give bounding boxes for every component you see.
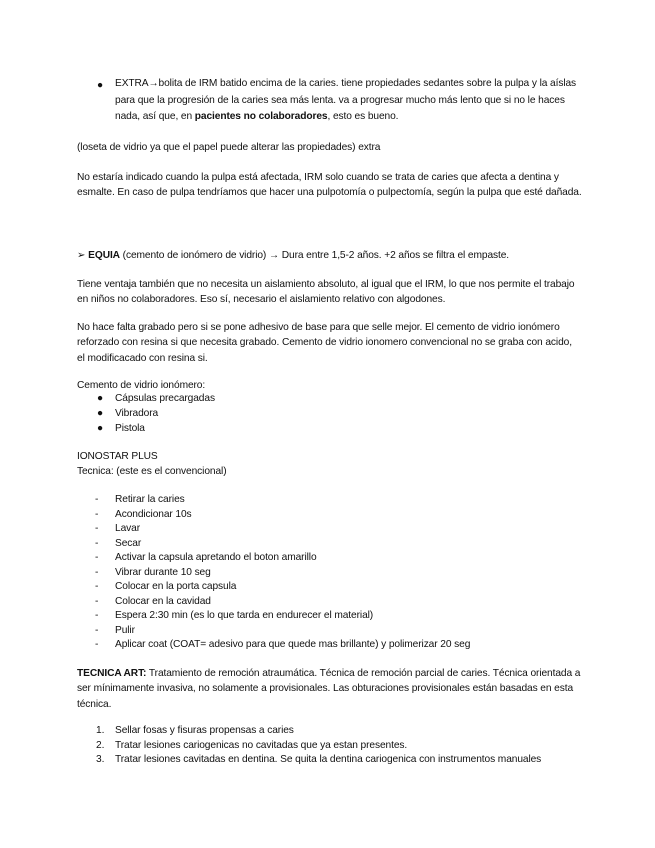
loseta-note: (loseta de vidrio ya que el papel puede alterar las propiedades) extra xyxy=(77,142,381,153)
tecnica-art-text: Tratamiento de remoción atraumática. Técnica de remoción parcial de caries. Técnica orientada a ser mínimamente invasiva, no solamente a provisionales. Las obturaciones provisionales están basadas en esta técnica. xyxy=(77,668,581,710)
numbered-item: Tratar lesiones cariogenicas no cavitadas que ya estan presentes. xyxy=(115,740,408,751)
step-item: Colocar en la cavidad xyxy=(115,596,211,607)
equia-line xyxy=(77,248,582,263)
step-item: Espera 2:30 min (es lo que tarda en endurecer el material) xyxy=(115,610,374,621)
dash-marker: - xyxy=(95,610,99,621)
dash-marker: - xyxy=(95,509,99,520)
number-marker: 3. xyxy=(96,754,105,765)
dash-marker: - xyxy=(95,494,99,505)
dash-marker: - xyxy=(95,523,99,534)
numbered-item: Tratar lesiones cavitadas en dentina. Se quita la dentina cariogenica con instrumentos manuales xyxy=(115,754,542,765)
dash-marker: - xyxy=(95,538,99,549)
extra-paragraph xyxy=(115,76,585,126)
step-item: Secar xyxy=(115,538,142,549)
dash-marker: - xyxy=(95,567,99,578)
dash-marker: - xyxy=(95,596,99,607)
dash-marker: - xyxy=(95,625,99,636)
step-item: Lavar xyxy=(115,523,140,534)
tecnica-label: Tecnica: (este es el convencional) xyxy=(77,466,227,477)
extra-text-end: , esto es bueno. xyxy=(327,111,399,122)
number-marker: 2. xyxy=(96,740,105,751)
step-item: Colocar en la porta capsula xyxy=(115,581,237,592)
ventaja-paragraph: Tiene ventaja también que no necesita un aislamiento absoluto, al igual que el IRM, lo que nos permite el trabajo en niños no colaboradores. Eso sí, necesario el aislamiento relativo con algodones. xyxy=(77,279,575,306)
bullet-marker: ● xyxy=(96,408,104,419)
dash-marker: - xyxy=(95,581,99,592)
bullet-marker: ● xyxy=(96,423,104,434)
extra-bold-text: pacientes no colaboradores xyxy=(194,111,328,122)
bullet-marker: ● xyxy=(96,393,104,404)
step-item: Retirar la caries xyxy=(115,494,185,505)
step-item: Vibrar durante 10 seg xyxy=(115,567,211,578)
numbered-item: Sellar fosas y fisuras propensas a caries xyxy=(115,725,294,736)
dash-marker: - xyxy=(95,639,99,650)
step-item: Aplicar coat (COAT= adesivo para que quede mas brillante) y polimerizar 20 seg xyxy=(115,639,471,650)
step-item: Acondicionar 10s xyxy=(115,509,192,520)
ionostar-title: IONOSTAR PLUS xyxy=(77,451,158,462)
equia-title: EQUIA xyxy=(88,250,120,261)
civ-heading: Cemento de vidrio ionómero: xyxy=(77,380,206,391)
extra-text: EXTRA→bolita de IRM batido encima de la caries. tiene propiedades sedantes sobre la pulpa y la aíslas para que la progresión de la caries sea más lenta. va a progresar mucho más lento que si no le haces nada, así que, en xyxy=(115,78,577,122)
bullet-marker: ● xyxy=(96,80,104,91)
grabado-paragraph: No hace falta grabado pero si se pone adhesivo de base para que selle mejor. El cemento de vidrio ionómero reforzado con resina si que necesita grabado. Cemento de vidrio ionomero convencional no se graba con acido, el modificacado con resina si. xyxy=(77,322,572,364)
step-item: Activar la capsula apretando el boton amarillo xyxy=(115,552,317,563)
list-item: Pistola xyxy=(115,423,145,434)
list-item: Vibradora xyxy=(115,408,159,419)
step-item: Pulir xyxy=(115,625,135,636)
tecnica-art-paragraph xyxy=(77,666,582,712)
tecnica-art-title: TECNICA ART: xyxy=(77,668,147,679)
dash-marker: - xyxy=(95,552,99,563)
number-marker: 1. xyxy=(96,725,105,736)
list-item: Cápsulas precargadas xyxy=(115,393,215,404)
no-indicado-paragraph: No estaría indicado cuando la pulpa está afectada, IRM solo cuando se trata de caries que afecta a dentina y esmalte. En caso de pulpa tendríamos que hacer una pulpotomía o pulpectomía, según la pulpa que esté dañada. xyxy=(77,172,582,199)
equia-description: (cemento de ionómero de vidrio) → Dura entre 1,5-2 años. +2 años se filtra el empaste. xyxy=(119,250,510,261)
arrow-bullet-icon: ➢ xyxy=(77,250,89,261)
